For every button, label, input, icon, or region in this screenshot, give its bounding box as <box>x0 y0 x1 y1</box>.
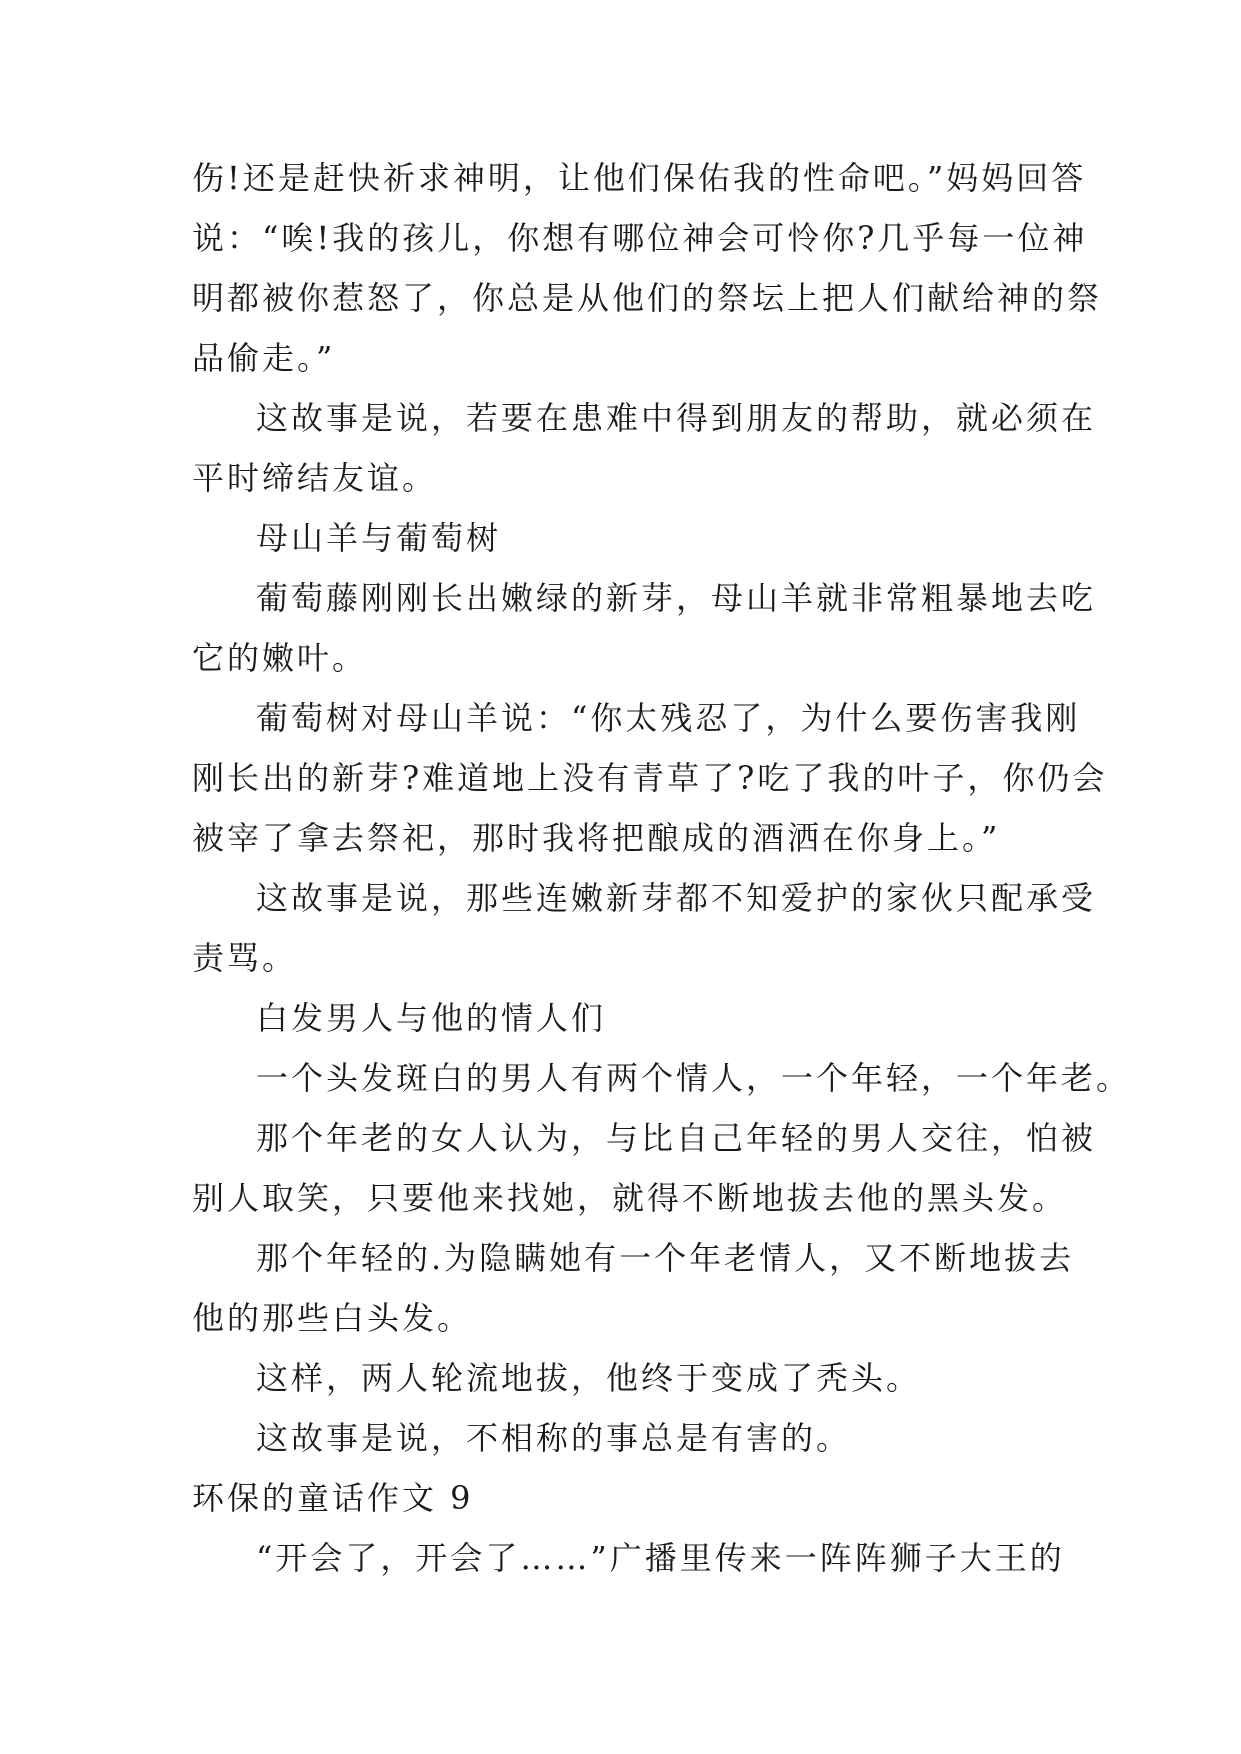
text-line: 刚长出的新芽?难道地上没有青草了?吃了我的叶子，你仍会 <box>192 759 1108 797</box>
text-line: 伤!还是赶快祈求神明，让他们保佑我的性命吧。”妈妈回答 <box>192 159 1087 197</box>
paragraph-line: “开会了，开会了……”广播里传来一阵阵狮子大王的 <box>256 1539 1065 1577</box>
paragraph-line: 这故事是说，若要在患难中得到朋友的帮助，就必须在 <box>256 399 1097 437</box>
text-line: 平时缔结友谊。 <box>192 459 438 497</box>
text-line: 明都被你惹怒了，你总是从他们的祭坛上把人们献给神的祭 <box>192 279 1103 317</box>
text-line: 被宰了拿去祭祀，那时我将把酿成的酒洒在你身上。” <box>192 819 1001 857</box>
text-line: 说：“唉!我的孩儿，你想有哪位神会可怜你?几乎每一位神 <box>192 219 1088 257</box>
text-line: 他的那些白头发。 <box>192 1299 473 1337</box>
text-line: 品偷走。” <box>192 339 336 377</box>
paragraph-line: 那个年老的女人认为，与比自己年轻的男人交往，怕被 <box>256 1119 1097 1157</box>
section-heading: 环保的童话作文 9 <box>192 1479 474 1517</box>
story-heading: 母山羊与葡萄树 <box>256 519 502 557</box>
paragraph-line: 一个头发斑白的男人有两个情人，一个年轻，一个年老。 <box>256 1059 1132 1097</box>
paragraph-line: 这故事是说，不相称的事总是有害的。 <box>256 1419 852 1457</box>
paragraph-line: 这故事是说，那些连嫩新芽都不知爱护的家伙只配承受 <box>256 879 1097 917</box>
text-line: 责骂。 <box>192 939 298 977</box>
text-line: 别人取笑，只要他来找她，就得不断地拔去他的黑头发。 <box>192 1179 1068 1217</box>
story-heading: 白发男人与他的情人们 <box>256 999 607 1037</box>
paragraph-line: 葡萄藤刚刚长出嫩绿的新芽，母山羊就非常粗暴地去吃 <box>256 579 1097 617</box>
paragraph-line: 那个年轻的.为隐瞒她有一个年老情人，又不断地拔去 <box>256 1239 1075 1277</box>
paragraph-line: 葡萄树对母山羊说：“你太残忍了，为什么要伤害我刚 <box>256 699 1081 737</box>
text-line: 它的嫩叶。 <box>192 639 368 677</box>
paragraph-line: 这样，两人轮流地拔，他终于变成了秃头。 <box>256 1359 922 1397</box>
